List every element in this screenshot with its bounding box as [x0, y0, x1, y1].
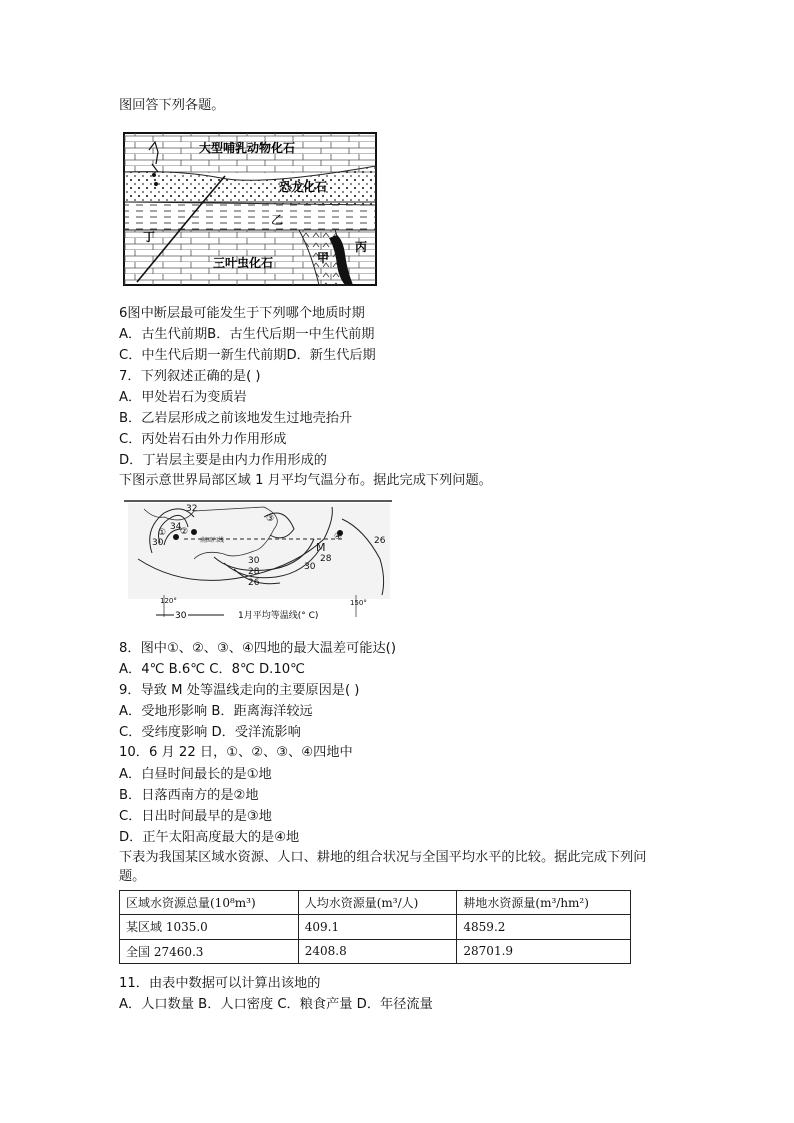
marker-2: ② — [180, 527, 189, 537]
q8-options: A．4℃ B.6℃ C．8℃ D.10℃ — [119, 662, 305, 677]
iso-label-28-right: 28 — [320, 554, 332, 564]
iso-label-30-right: 30 — [304, 562, 316, 572]
q7-option-d: D．丁岩层主要是由内力作用形成的 — [119, 453, 327, 468]
legend-number: 30 — [175, 611, 187, 621]
q6-option-cd: C．中生代后期一新生代前期D．新生代后期 — [119, 348, 376, 363]
iso-label-30: 30 — [248, 556, 260, 566]
lon-120: 120° — [160, 597, 177, 605]
label-m: M — [316, 541, 326, 554]
q10-option-d: D．正午太阳高度最大的是④地 — [119, 830, 300, 845]
lon-150: 150° — [350, 599, 367, 607]
table-cell: 4859.2 — [457, 915, 631, 939]
marker-1: ① — [158, 528, 167, 538]
question-6: 6图中断层最可能发生于下列哪个地质时期 — [119, 306, 365, 321]
iso-label-26: 26 — [248, 578, 260, 588]
table-row — [120, 915, 631, 939]
table-header: 人均水资源量(m³/人) — [298, 891, 457, 915]
table-cell: 409.1 — [298, 915, 457, 939]
q10-option-c: C．日出时间最早的是③地 — [119, 809, 272, 824]
table-header: 区域水资源总量(10⁸m³) — [120, 891, 299, 915]
q10-option-b: B．日落西南方的是②地 — [119, 788, 259, 803]
q9-option-cd: C．受纬度影响 D．受洋流影响 — [119, 725, 301, 740]
question-11: 11．由表中数据可以计算出该地的 — [119, 976, 321, 991]
label-yi: 乙 — [271, 213, 284, 227]
label-dinosaur: 恐龙化石 — [279, 180, 328, 194]
table-cell: 28701.9 — [457, 939, 631, 963]
table-intro-cont: 题。 — [119, 869, 146, 884]
marker-4: ④ — [334, 532, 343, 542]
iso-label-30-left: 30 — [152, 538, 164, 548]
temperature-figure — [124, 499, 392, 623]
label-ding: 丁 — [143, 230, 156, 244]
table-cell: 2408.8 — [298, 939, 457, 963]
q7-option-c: C．丙处岩石由外力作用形成 — [119, 432, 287, 447]
question-8: 8．图中①、②、③、④四地的最大温差可能达() — [119, 641, 396, 656]
table-cell: 某区域 1035.0 — [120, 915, 299, 939]
label-mammal: 大型哺乳动物化石 — [199, 141, 296, 155]
table-row — [120, 939, 631, 963]
q7-option-b: B．乙岩层形成之前该地发生过地壳抬升 — [119, 411, 353, 426]
question-10: 10．6 月 22 日，①、②、③、④四地中 — [119, 745, 353, 760]
q6-option-ab: A．古生代前期B．古生代后期一中生代前期 — [119, 327, 375, 342]
iso-label-28: 28 — [248, 567, 260, 577]
label-jia: 甲 — [317, 251, 330, 265]
iso-label-26-right: 26 — [374, 536, 386, 546]
q7-option-a: A．甲处岩石为变质岩 — [119, 390, 247, 405]
water-resource-table — [119, 890, 631, 964]
tropic-label: 南回归线 — [200, 537, 225, 544]
question-7: 7．下列叙述正确的是( ) — [119, 369, 261, 384]
table-header-row — [120, 891, 631, 915]
question-9: 9．导致 M 处等温线走向的主要原因是( ) — [119, 683, 360, 698]
geology-figure — [121, 130, 379, 288]
marker-3: ③ — [266, 514, 275, 524]
iso-label-34: 34 — [170, 522, 182, 532]
q11-options: A．人口数量 B．人口密度 C．粮食产量 D．年径流量 — [119, 997, 433, 1012]
line-intro: 图回答下列各题。 — [119, 98, 225, 113]
table-intro: 下表为我国某区域水资源、人口、耕地的组合状况与全国平均水平的比较。据此完成下列问 — [119, 850, 647, 865]
q10-option-a: A．白昼时间最长的是①地 — [119, 767, 272, 782]
iso-label-32: 32 — [186, 504, 198, 514]
label-bing: 丙 — [355, 240, 368, 254]
table-cell: 全国 27460.3 — [120, 939, 299, 963]
table-header: 耕地水资源量(m³/hm²) — [457, 891, 631, 915]
q9-option-ab: A．受地形影响 B．距离海洋较远 — [119, 704, 313, 719]
label-trilobite: 三叶虫化石 — [213, 256, 274, 270]
legend-text: 1月平均等温线(° C) — [238, 611, 319, 621]
temperature-intro: 下图示意世界局部区域 1 月平均气温分布。据此完成下列问题。 — [119, 473, 492, 488]
